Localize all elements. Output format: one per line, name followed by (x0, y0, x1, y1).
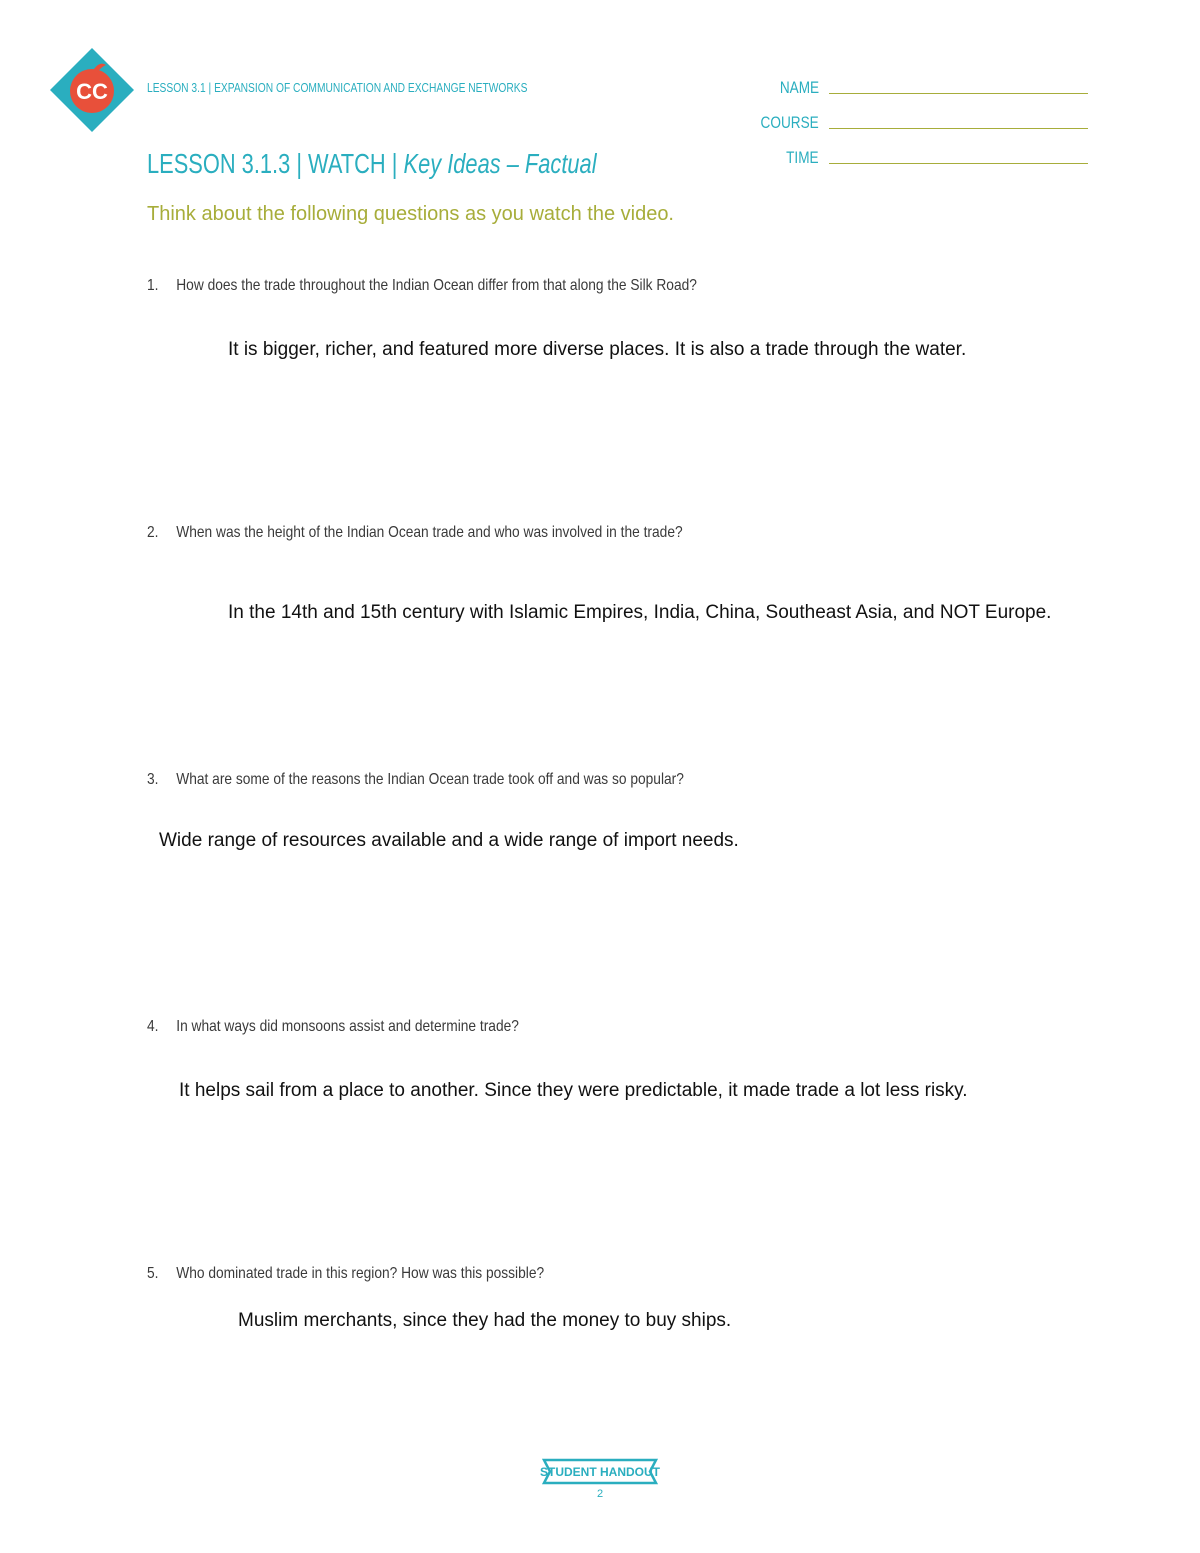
question-number: 5. (147, 1265, 159, 1282)
crash-course-logo (50, 48, 134, 132)
student-handout-badge (538, 1458, 662, 1485)
time-label: TIME (786, 148, 819, 167)
badge-text: STUDENT HANDOUT (540, 1465, 660, 1479)
lesson-topic: EXPANSION OF COMMUNICATION AND EXCHANGE NETWORKS (214, 81, 528, 95)
page-subtitle: Think about the following questions as you watch the video. (147, 203, 674, 225)
logo-text: CC (76, 79, 108, 104)
page-number: 2 (596, 1488, 604, 1500)
title-main: LESSON 3.1.3 | WATCH | (147, 148, 404, 179)
lesson-label: LESSON 3.1 (147, 81, 206, 95)
question-3 (147, 771, 684, 789)
question-text: When was the height of the Indian Ocean trade and who was involved in the trade? (176, 524, 683, 541)
question-text: How does the trade throughout the Indian Ocean differ from that along the Silk Road? (176, 277, 697, 294)
answer-5: Muslim merchants, since they had the money to buy ships. (238, 1310, 732, 1331)
answer-2: In the 14th and 15th century with Islamic Empires, India, China, Southeast Asia, and NOT Europe. (228, 602, 1052, 623)
question-4 (147, 1018, 519, 1036)
question-number: 1. (147, 277, 159, 294)
question-text: In what ways did monsoons assist and determine trade? (176, 1018, 519, 1035)
answer-1: It is bigger, richer, and featured more diverse places. It is also a trade through the water. (228, 339, 967, 360)
lesson-separator: | (208, 81, 212, 95)
title-italic: Key Ideas – Factual (403, 148, 597, 179)
course-field[interactable] (829, 128, 1088, 129)
question-text: What are some of the reasons the Indian Ocean trade took off and was so popular? (176, 771, 684, 788)
question-text: Who dominated trade in this region? How was this possible? (176, 1265, 545, 1282)
name-label: NAME (779, 78, 819, 97)
question-5 (147, 1265, 544, 1283)
name-field[interactable] (829, 93, 1088, 94)
lesson-breadcrumb (147, 81, 527, 95)
answer-4: It helps sail from a place to another. Since they were predictable, it made trade a lot less risky. (179, 1080, 968, 1101)
question-number: 4. (147, 1018, 159, 1035)
course-label: COURSE (760, 113, 819, 132)
answer-3: Wide range of resources available and a wide range of import needs. (159, 830, 739, 851)
question-1 (147, 277, 697, 295)
question-number: 3. (147, 771, 159, 788)
page-title (147, 148, 597, 180)
question-2 (147, 524, 683, 542)
question-number: 2. (147, 524, 159, 541)
time-field[interactable] (829, 163, 1088, 164)
